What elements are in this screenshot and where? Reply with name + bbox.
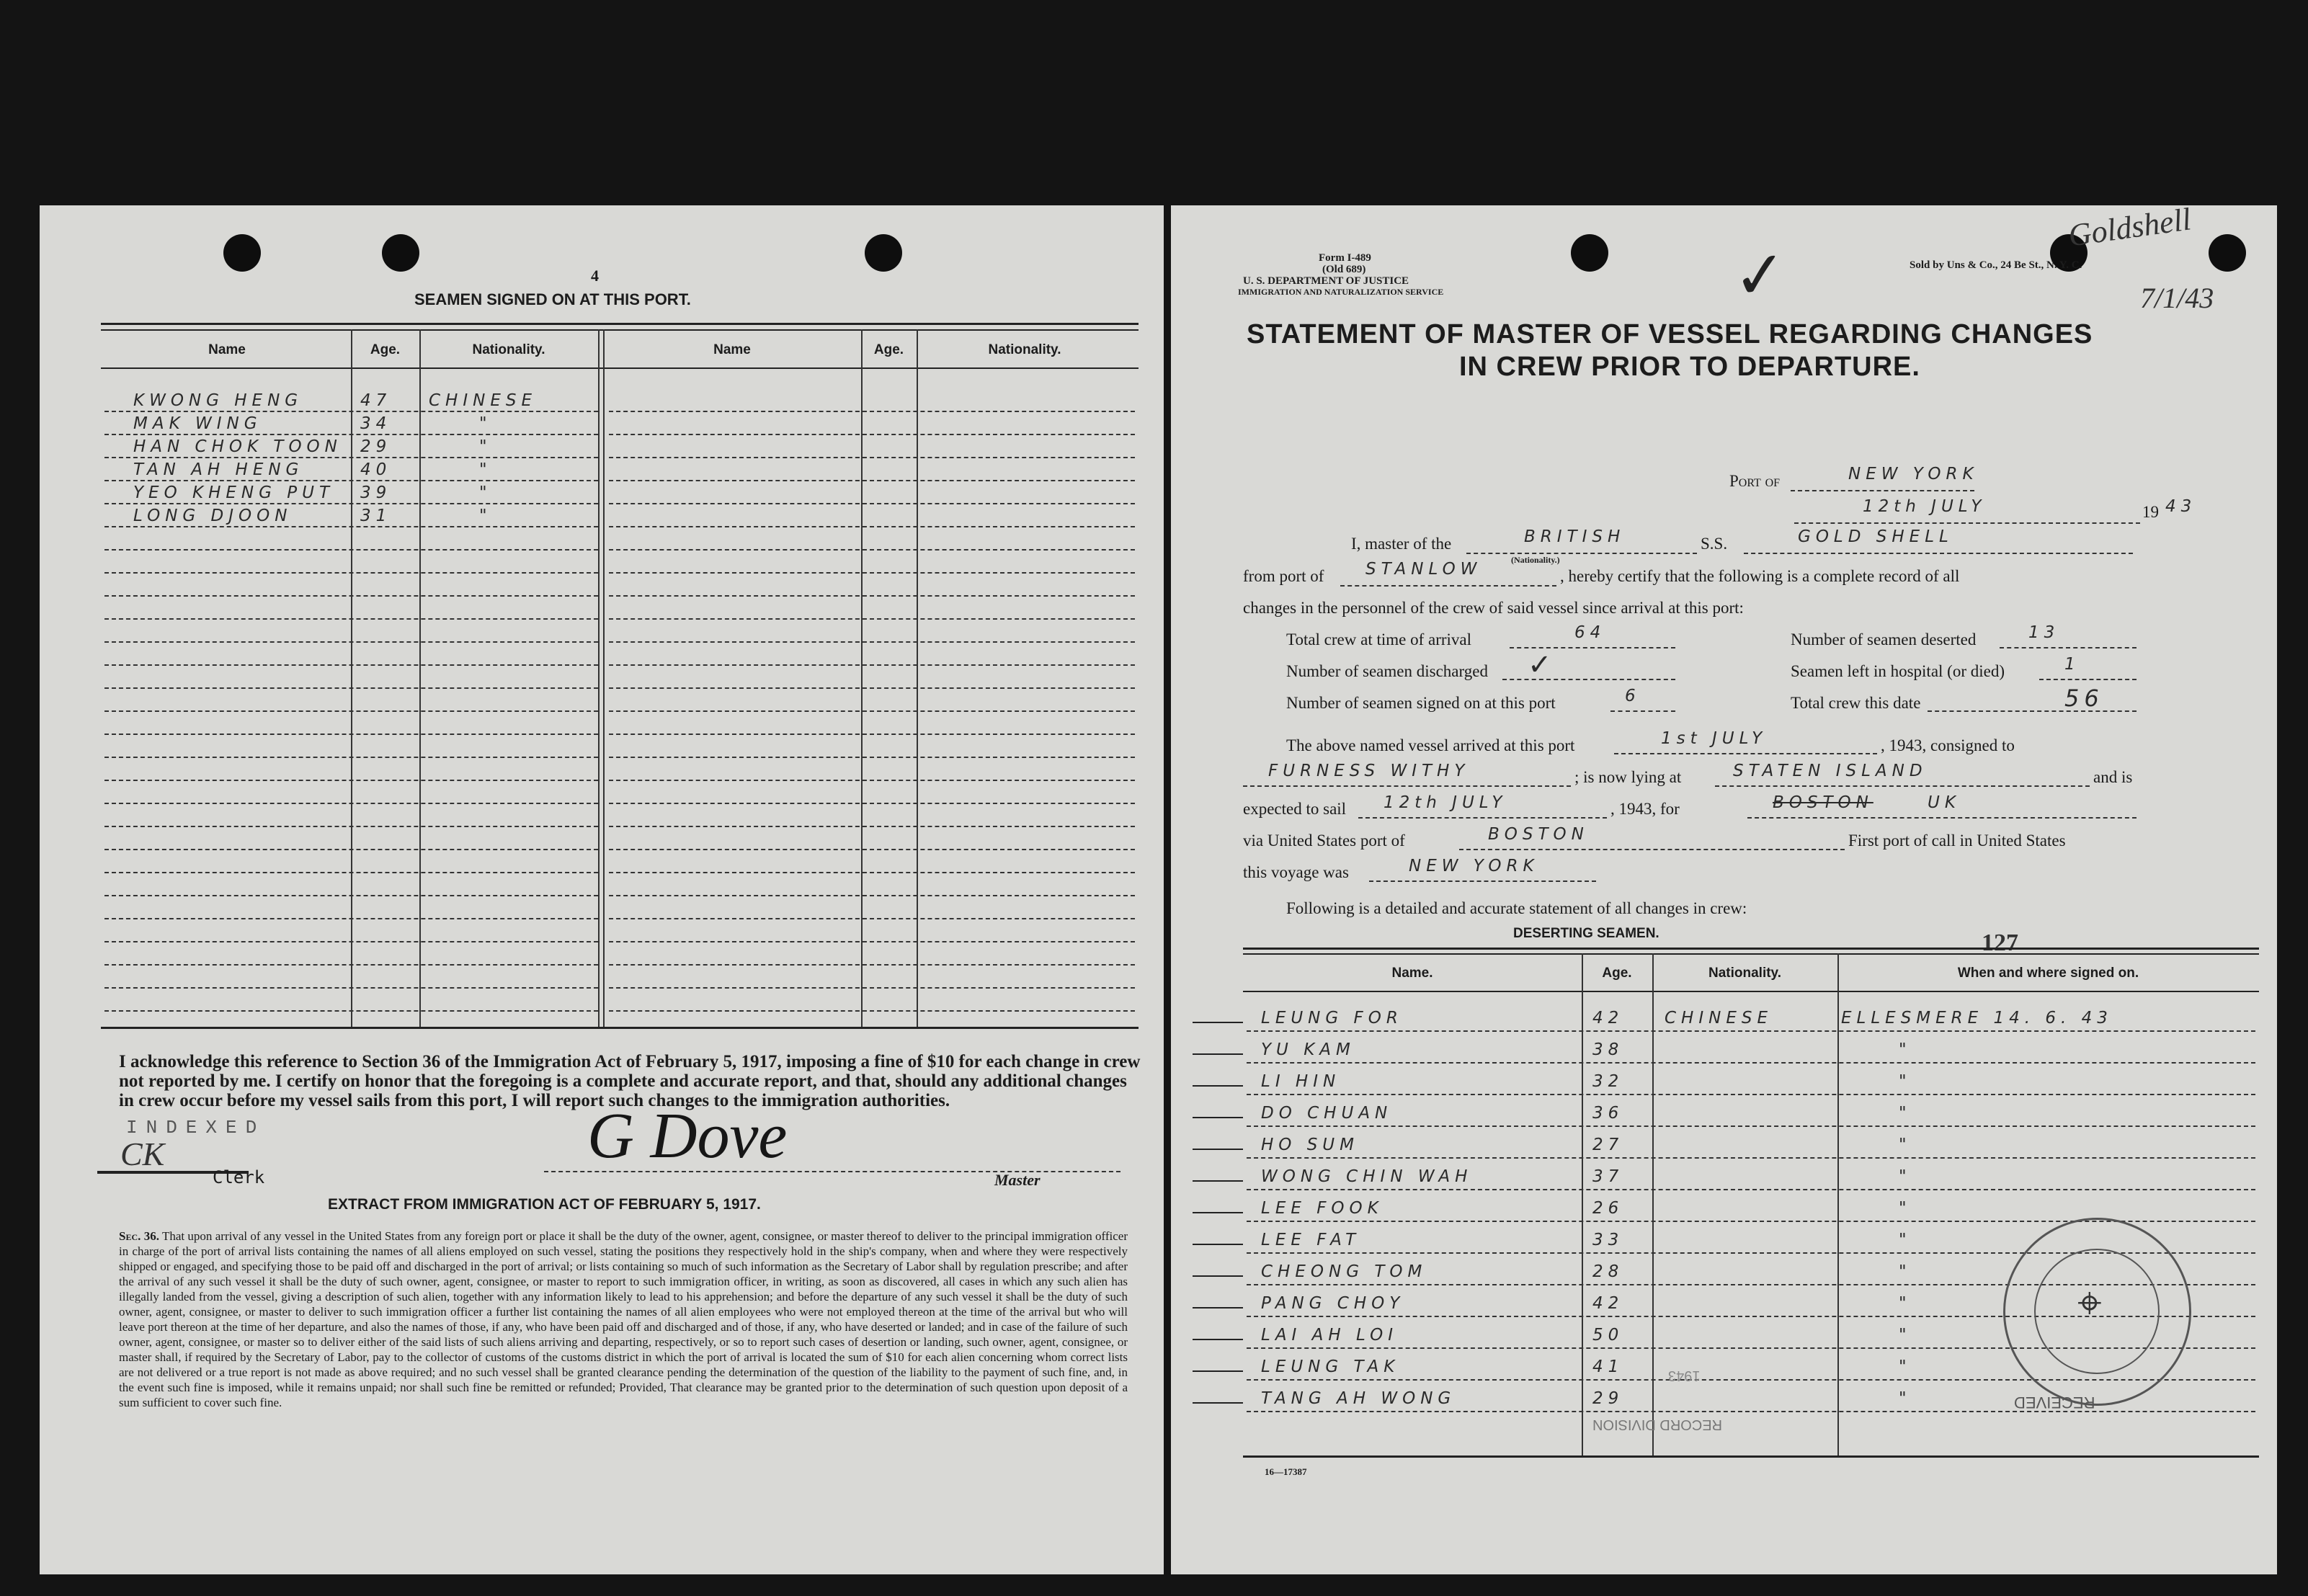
arrived-value: 1st JULY [1661, 729, 1768, 748]
form-code: 16—17387 [1265, 1466, 1307, 1477]
deserter-age: 27 [1592, 1136, 1624, 1154]
ruled-line [1247, 1062, 2255, 1064]
port-value: NEW YORK [1848, 465, 1979, 483]
column-header-nationality: Nationality. [1708, 966, 1781, 981]
top-handwriting: Goldshell [2066, 201, 2193, 254]
deserter-name: LEUNG TAK [1261, 1358, 1400, 1376]
expected-label: expected to sail [1243, 800, 1347, 818]
deserter-signed-on: " [1899, 1072, 1912, 1091]
first-port-label: First port of call in United States [1848, 832, 2066, 850]
ss-label: S.S. [1701, 535, 1728, 553]
deserter-signed-on: " [1899, 1104, 1912, 1123]
column-header-signed-on: When and where signed on. [1957, 966, 2139, 981]
deserter-name: PANG CHOY [1261, 1294, 1405, 1313]
margin-tick-mark [1193, 1180, 1243, 1182]
ruled-line [609, 757, 1135, 758]
ruled-line [609, 849, 1135, 850]
deserter-age: 29 [1592, 1389, 1624, 1408]
ruled-line [104, 826, 598, 827]
ruled-line [104, 1010, 598, 1012]
table-bottom-rule [101, 1027, 1139, 1029]
column-header-nationality: Nationality. [988, 342, 1061, 357]
expected-line [1358, 817, 1607, 819]
consignee-value: FURNESS WITHY [1268, 762, 1470, 780]
ruled-line [609, 457, 1135, 458]
deserter-nationality: CHINESE [1665, 1009, 1773, 1027]
ruled-line [104, 734, 598, 735]
via-line [1459, 849, 1845, 850]
seaman-age: 29 [360, 437, 392, 456]
column-header-nationality: Nationality. [472, 342, 545, 357]
from-port-label: from port of [1243, 567, 1324, 585]
total-crew-date-label: Total crew this date [1791, 694, 1921, 712]
discharged-label: Number of seamen discharged [1286, 662, 1488, 680]
indexed-stamp: INDEXED [126, 1117, 266, 1138]
master-label: Master [994, 1171, 1041, 1189]
seaman-name: YEO KHENG PUT [133, 483, 334, 502]
margin-tick-mark [1193, 1085, 1243, 1087]
lying-value: STATEN ISLAND [1733, 762, 1928, 780]
ruled-line [104, 411, 598, 412]
ruled-line [609, 664, 1135, 666]
ruled-line [104, 457, 598, 458]
hospital-value: 1 [2064, 655, 2080, 674]
signed-on-line [1610, 710, 1675, 712]
stamp-mark-icon: ⌖ [2077, 1278, 2102, 1328]
ruled-line [609, 780, 1135, 781]
deserter-name: LEE FAT [1261, 1231, 1361, 1249]
ruled-line [609, 803, 1135, 804]
ruled-line [104, 641, 598, 643]
left-page [40, 205, 1164, 1574]
deserter-signed-on: " [1899, 1136, 1912, 1154]
deserter-age: 50 [1592, 1326, 1624, 1345]
ruled-line [1247, 1157, 2255, 1159]
ruled-line [609, 503, 1135, 504]
deserter-age: 38 [1592, 1040, 1624, 1059]
margin-tick-mark [1193, 1149, 1243, 1150]
ruled-line [104, 987, 598, 989]
ruled-line [609, 941, 1135, 942]
ruled-line [104, 572, 598, 574]
ruled-line [104, 687, 598, 689]
column-header-name: Name [713, 342, 751, 357]
deserter-name: DO CHUAN [1261, 1104, 1393, 1123]
hospital-line [2039, 679, 2137, 680]
ruled-line [609, 687, 1135, 689]
deserter-signed-on: ELLESMERE 14. 6. 43 [1841, 1009, 2113, 1027]
top-date: 7/1/43 [2140, 282, 2214, 314]
total-crew-date-line [1928, 710, 2137, 712]
ruled-line [104, 803, 598, 804]
ruled-line [609, 710, 1135, 712]
deserter-age: 33 [1592, 1231, 1624, 1249]
deserter-signed-on: " [1899, 1262, 1912, 1281]
deserted-label: Number of seamen deserted [1791, 630, 1977, 648]
service-name: IMMIGRATION AND NATURALIZATION SERVICE [1238, 287, 1444, 297]
seaman-nationality: " [479, 460, 492, 479]
seaman-nationality: " [479, 437, 492, 456]
ruled-line [1247, 1411, 2255, 1412]
seaman-nationality: " [479, 414, 492, 433]
punch-hole [865, 234, 902, 272]
deserter-name: YU KAM [1261, 1040, 1355, 1059]
deserter-signed-on: " [1899, 1167, 1912, 1186]
ruled-line [104, 872, 598, 873]
column-divider [598, 329, 600, 1027]
table-header-rule [101, 367, 1139, 369]
seaman-name: HAN CHOK TOON [133, 437, 342, 456]
ruled-line [609, 918, 1135, 919]
deserter-signed-on: " [1899, 1199, 1912, 1218]
voyage-line [1369, 881, 1596, 882]
deserter-age: 28 [1592, 1262, 1624, 1281]
master-signature: G Dove [587, 1100, 788, 1172]
ruled-line [104, 757, 598, 758]
table-top-rule [101, 329, 1139, 331]
ruled-line [609, 411, 1135, 412]
via-label: via United States port of [1243, 832, 1405, 850]
ruled-line [609, 572, 1135, 574]
seaman-age: 47 [360, 391, 392, 410]
section-36-text [119, 1229, 1128, 1410]
lying-label: ; is now lying at [1574, 768, 1682, 786]
ruled-line [609, 872, 1135, 873]
deserter-table-bottom-rule [1243, 1455, 2259, 1458]
form-title-line1: STATEMENT OF MASTER OF VESSEL REGARDING CHANGES [1247, 319, 2093, 349]
column-header-age: Age. [1602, 966, 1632, 981]
seaman-name: TAN AH HENG [133, 460, 304, 479]
seaman-age: 31 [360, 507, 392, 525]
ruled-line [1247, 1125, 2255, 1127]
from-port-line [1340, 585, 1556, 587]
deserter-name: HO SUM [1261, 1136, 1359, 1154]
margin-tick-mark [1193, 1244, 1243, 1245]
signed-on-label: Number of seamen signed on at this port [1286, 694, 1556, 712]
ruled-line [104, 964, 598, 966]
port-line [1791, 490, 1974, 491]
received-stamp: RECEIVED [2014, 1394, 2095, 1412]
ruled-line [1247, 1030, 2255, 1032]
deserter-age: 41 [1592, 1358, 1624, 1376]
record-division-stamp: RECORD DIVISION [1592, 1417, 1723, 1432]
ruled-line [609, 1010, 1135, 1012]
ruled-line [1247, 1189, 2255, 1190]
right-page [1171, 201, 2277, 1574]
deserter-signed-on: " [1899, 1326, 1912, 1345]
deserter-table-header-rule [1243, 991, 2259, 992]
consignee-line [1243, 785, 1571, 787]
ruled-line [104, 780, 598, 781]
voyage-value: NEW YORK [1409, 857, 1539, 875]
seaman-age: 34 [360, 414, 392, 433]
ruled-line [104, 941, 598, 942]
section-title: SEAMEN SIGNED ON AT THIS PORT. [414, 290, 691, 308]
ruled-line [609, 987, 1135, 989]
expected-value: 12th JULY [1384, 793, 1507, 812]
seaman-nationality: " [479, 507, 492, 525]
total-crew-arrival-value: 64 [1574, 623, 1606, 642]
margin-tick-mark [1193, 1339, 1243, 1340]
table-top-rule [101, 323, 1139, 325]
deserter-signed-on: " [1899, 1040, 1912, 1059]
punch-hole [2209, 234, 2246, 272]
vessel-nationality: BRITISH [1524, 527, 1626, 546]
ruled-line [104, 918, 598, 919]
master-of-label: I, master of the [1351, 535, 1452, 553]
via-value: BOSTON [1488, 825, 1589, 844]
old-form-number: (Old 689) [1322, 264, 1366, 275]
destination-struck: BOSTON [1773, 793, 1873, 812]
ruled-line [609, 826, 1135, 827]
ruled-line [609, 734, 1135, 735]
margin-tick-mark [1193, 1275, 1243, 1277]
year-prefix: 19 [2142, 503, 2159, 521]
ruled-line [609, 434, 1135, 435]
hospital-label: Seamen left in hospital (or died) [1791, 662, 2005, 680]
round-date-stamp [2003, 1218, 2191, 1406]
certify-text: , hereby certify that the following is a complete record of all [1560, 567, 1960, 585]
destination-line [1747, 817, 2137, 819]
stamp-year: 1943 [1668, 1368, 1701, 1383]
acknowledgement-text: I acknowledge this reference to Section 36 of the Immigration Act of February 5, 1917, imposing a fine of $10 for each change in crew not reported by me. I certify on honor that the foregoing is a complete and accurate report, and that, should any additional changes in crew occur before my vessel sails from this port, I will report such changes to the immigration authorities. [119, 1052, 1141, 1110]
ruled-line [609, 641, 1135, 643]
ruled-line [609, 964, 1135, 966]
deserter-table-top-rule [1243, 948, 2259, 950]
clerk-initials: CK [120, 1136, 165, 1172]
column-divider [603, 329, 605, 1027]
seaman-name: LONG DJOON [133, 507, 293, 525]
expected-year: , 1943, for [1610, 800, 1680, 818]
deserter-name: LEUNG FOR [1261, 1009, 1403, 1027]
ruled-line [609, 480, 1135, 481]
ruled-line [104, 595, 598, 597]
margin-tick-mark [1193, 1402, 1243, 1404]
ruled-line [609, 549, 1135, 550]
discharged-value: ✓ [1528, 648, 1557, 682]
column-header-age: Age. [370, 342, 401, 357]
ruled-line [104, 480, 598, 481]
deserter-signed-on: " [1899, 1389, 1912, 1408]
deserter-name: LAI AH LOI [1261, 1326, 1398, 1345]
ruled-line [104, 710, 598, 712]
ruled-line [104, 618, 598, 620]
ruled-line [104, 849, 598, 850]
nationality-note: (Nationality.) [1511, 555, 1560, 565]
ruled-line [609, 526, 1135, 527]
deserter-name: CHEONG TOM [1261, 1262, 1427, 1281]
seaman-age: 40 [360, 460, 392, 479]
deserter-name: LEE FOOK [1261, 1199, 1384, 1218]
deserter-name: TANG AH WONG [1261, 1389, 1456, 1408]
deserter-age: 32 [1592, 1072, 1624, 1091]
lying-line [1715, 785, 2090, 787]
ruled-line [1247, 1094, 2255, 1095]
ruled-line [104, 503, 598, 504]
seaman-name: KWONG HENG [133, 391, 303, 410]
deserter-age: 37 [1592, 1167, 1624, 1186]
punch-hole [382, 234, 419, 272]
date-value: 12th JULY [1863, 497, 1987, 516]
total-crew-arrival-label: Total crew at time of arrival [1286, 630, 1472, 648]
ruled-line [104, 664, 598, 666]
deserter-age: 42 [1592, 1294, 1624, 1313]
column-header-name: Name. [1391, 966, 1433, 981]
annotation-number: 127 [1982, 929, 2018, 956]
voyage-label: this voyage was [1243, 863, 1349, 881]
changes-text: changes in the personnel of the crew of said vessel since arrival at this port: [1243, 599, 1744, 617]
ruled-line [104, 895, 598, 896]
date-line [1794, 522, 2140, 524]
punch-hole [223, 234, 261, 272]
check-mark-icon: ✓ [1730, 238, 1790, 314]
clerk-label: Clerk [213, 1167, 265, 1187]
deserter-name: WONG CHIN WAH [1261, 1167, 1473, 1186]
arrived-year: , 1943, consigned to [1881, 736, 2015, 754]
margin-tick-mark [1193, 1307, 1243, 1309]
margin-tick-mark [1193, 1212, 1243, 1213]
ship-name-line [1744, 553, 2133, 554]
seaman-nationality: CHINESE [429, 391, 538, 410]
ruled-line [104, 549, 598, 550]
ship-name: GOLD SHELL [1798, 527, 1953, 546]
margin-tick-mark [1193, 1022, 1243, 1023]
deserting-title: DESERTING SEAMEN. [1513, 926, 1659, 941]
ruled-line [609, 895, 1135, 896]
arrived-line [1614, 753, 1877, 754]
and-is-text: and is [2093, 768, 2133, 786]
deserter-age: 42 [1592, 1009, 1624, 1027]
margin-tick-mark [1193, 1117, 1243, 1118]
extract-title: EXTRACT FROM IMMIGRATION ACT OF FEBRUARY 5, 1917. [328, 1196, 761, 1213]
seaman-nationality: " [479, 483, 492, 502]
margin-tick-mark [1193, 1370, 1243, 1372]
section-body: That upon arrival of any vessel in the United States from any foreign port or place it shall be the duty of the owner, agent, consignee, or master thereof to deliver to the principal immigration officer in charge of the port of arrival lists containing the names of all aliens employed on such vessel, stating the positions they respectively hold in the ship's company, when and where they were respectively shipped or engaged, and specifying those to be paid off and discharged in the port of arrival; or lists containing so much of such information as the Secretary of Labor shall by regulation prescribe; and after the arrival of any such vessel it shall be the duty of such owner, agent, consignee, or master to report to such immigration officer, in writing, as soon as discovered, all cases in which any such alien has illegally landed from the vessel, giving a description of such alien, together with any information likely to lead to his apprehension; and before the departure of any such vessel it shall be the duty of such owner, agent, consignee, or master to deliver to such immigration officer a further list containing the names of all alien employees who were not employed thereon at the time of the arrival but who will leave port thereon at the time of her departure, and also the names of those, if any, who have been paid off and discharged and of those, if any, who have deserted or landed; and in case of the failure of such owner, agent, consignee, or master so to deliver either of the said lists of such aliens arriving and departing, respectively, or so to report such cases of desertion or landing, such owner, agent, consignee, or master shall, if required by the Secretary of Labor, pay to the collector of customs of the customs district in which the port of arrival is located the sum of $10 for each alien concerning whom correct lists are not delivered or a true report is not made as above required; and no such vessel shall be granted clearance pending the determination of the question of the liability to the payment of such fine, and, in the event such fine is imposed, while it remains unpaid; nor shall such fine be remitted or refunded; Provided, That clearance may be granted prior to the determination of such question upon deposit of a sum sufficient to cover such fine. [119, 1229, 1128, 1409]
deserter-age: 36 [1592, 1104, 1624, 1123]
deserted-value: 13 [2028, 623, 2060, 642]
section-label: Sec. 36. [119, 1229, 159, 1243]
deserter-signed-on: " [1899, 1294, 1912, 1313]
column-header-name: Name [208, 342, 246, 357]
seaman-age: 39 [360, 483, 392, 502]
deserter-table-top-rule [1243, 953, 2259, 955]
port-label: Port of [1729, 472, 1781, 490]
arrived-label: The above named vessel arrived at this port [1286, 736, 1575, 754]
nationality-line [1466, 553, 1697, 554]
ruled-line [609, 595, 1135, 597]
ruled-line [609, 618, 1135, 620]
column-header-age: Age. [873, 342, 904, 357]
deserter-age: 26 [1592, 1199, 1624, 1218]
total-crew-date-value: 56 [2064, 685, 2104, 712]
from-port-value: STANLOW [1365, 560, 1482, 579]
seller-imprint: Sold by Uns & Co., 24 Be St., N. Y. C. [1910, 259, 2082, 271]
margin-tick-mark [1193, 1053, 1243, 1055]
page-number: 4 [591, 267, 599, 285]
deserted-line [2000, 647, 2137, 648]
deserter-signed-on: " [1899, 1231, 1912, 1249]
deserter-signed-on: " [1899, 1358, 1912, 1376]
following-text: Following is a detailed and accurate statement of all changes in crew: [1286, 899, 1747, 917]
ruled-line [104, 434, 598, 435]
seaman-name: MAK WING [133, 414, 262, 433]
punch-hole [1571, 234, 1608, 272]
form-number: Form I-489 [1319, 252, 1371, 264]
ruled-line [104, 526, 598, 527]
form-title-line2: IN CREW PRIOR TO DEPARTURE. [1459, 352, 1920, 382]
department-name: U. S. DEPARTMENT OF JUSTICE [1243, 275, 1409, 287]
year-value: 43 [2165, 497, 2197, 516]
signed-on-value: 6 [1625, 687, 1641, 705]
destination-value: UK [1928, 793, 1961, 812]
deserter-name: LI HIN [1261, 1072, 1341, 1091]
